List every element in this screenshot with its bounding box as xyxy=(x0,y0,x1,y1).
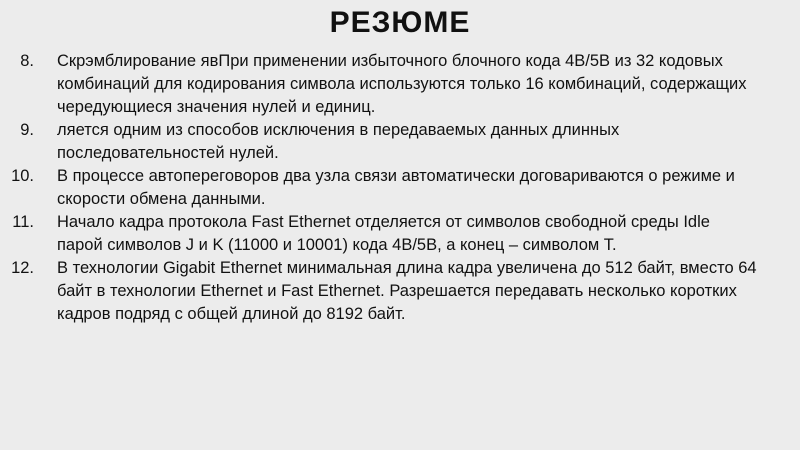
list-item-number: 11. xyxy=(12,213,34,231)
list-item-number: 9. xyxy=(20,121,34,139)
list-item-text: В процессе автопереговоров два узла связи автоматически договариваются о режиме и скорости обмена данными. xyxy=(57,167,735,208)
list-item xyxy=(0,165,800,211)
list-item xyxy=(0,211,800,257)
list-item-text: Начало кадра протокола Fast Ethernet отделяется от символов свободной среды Idle парой символов J и K (11000 и 10001) кода 4B/5B, а конец – символом T. xyxy=(57,213,710,254)
list-item xyxy=(0,50,800,119)
numbered-list xyxy=(0,50,800,326)
list-item-text: Скрэмблирование явПри применении избыточного блочного кода 4B/5B из 32 кодовых комбинаций для кодирования символа используются только 16 комбинаций, содержащих чередующиеся значения нулей и единиц. xyxy=(57,52,747,116)
list-item-text: В технологии Gigabit Ethernet минимальная длина кадра увеличена до 512 байт, вместо 64 байт в технологии Ethernet и Fast Ethernet. Разрешается передавать несколько коротких кадров подряд с общей длиной до 8192 байт. xyxy=(57,259,757,323)
list-item-number: 10. xyxy=(11,167,34,185)
list-item-text: ляется одним из способов исключения в передаваемых данных длинных последовательностей нулей. xyxy=(57,121,620,162)
list-item xyxy=(0,257,800,326)
list-item-number: 12. xyxy=(11,259,34,277)
slide-title: РЕЗЮМЕ xyxy=(329,6,471,39)
list-item-number: 8. xyxy=(20,52,34,70)
list-item xyxy=(0,119,800,165)
